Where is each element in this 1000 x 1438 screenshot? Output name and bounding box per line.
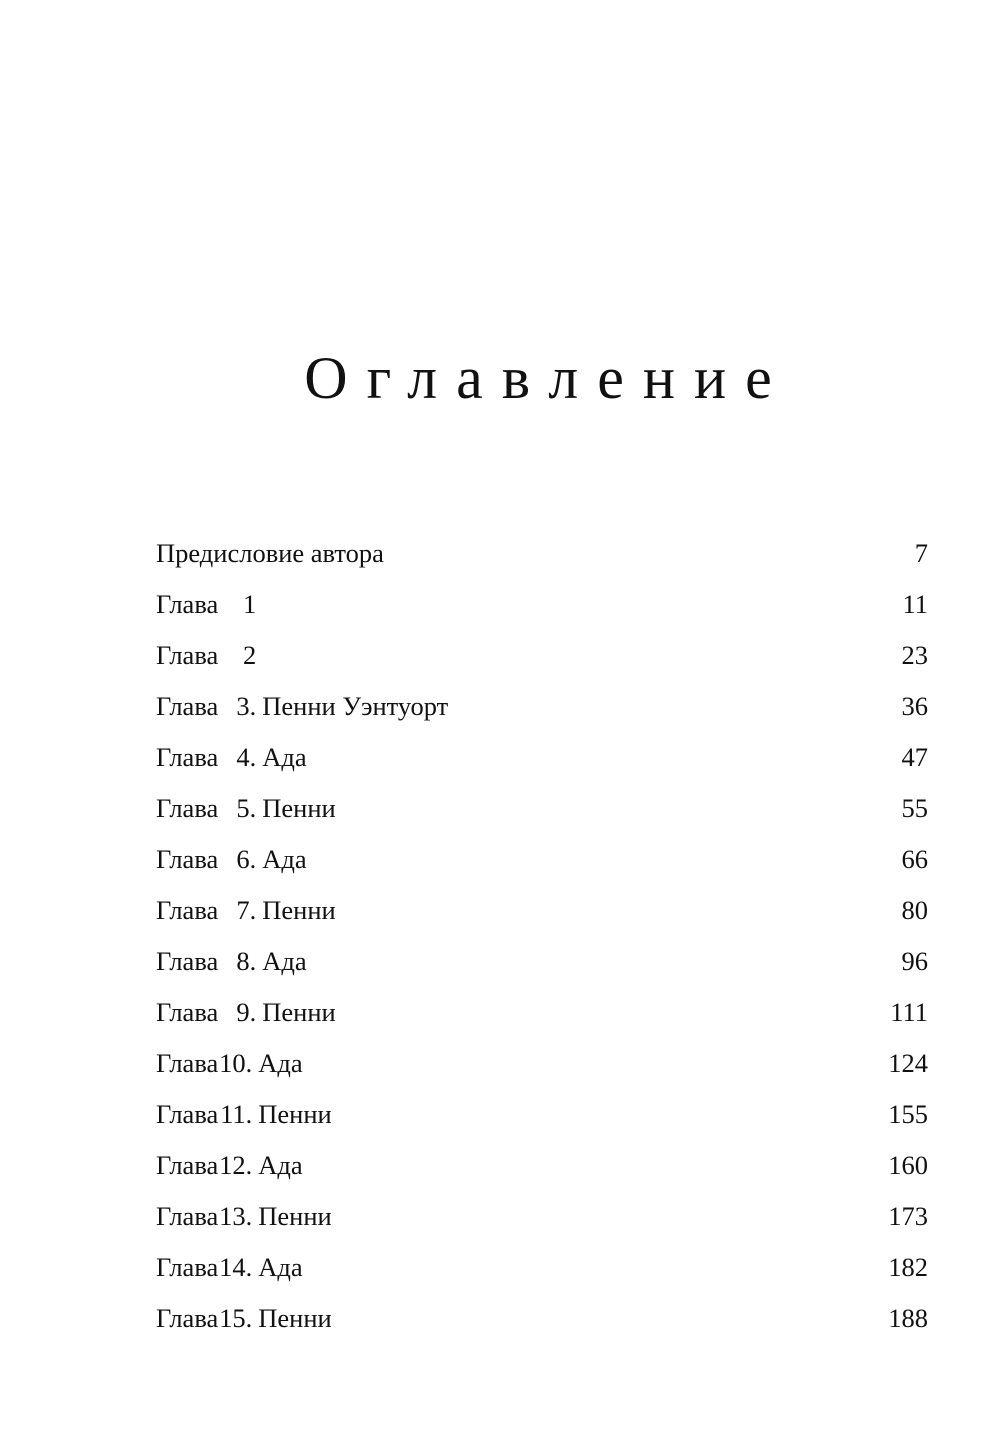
chapter-name: Пенни <box>262 793 336 823</box>
dot-leader <box>340 1317 881 1327</box>
dot-leader <box>344 909 894 919</box>
chapter-number: 7. <box>236 895 257 925</box>
chapter-number: 13. <box>219 1201 253 1231</box>
toc-entry-chapter[interactable] <box>156 992 928 1043</box>
chapter-name: Ада <box>258 1252 303 1282</box>
chapter-number: 15. <box>219 1303 253 1333</box>
toc-page-number: 124 <box>888 1048 928 1078</box>
chapter-word: Глава <box>156 640 219 670</box>
chapter-name: Ада <box>262 742 307 772</box>
toc-entry-label-group <box>156 584 256 624</box>
chapter-name: Пенни Уэнтуорт <box>262 691 449 721</box>
toc-entry-label-group <box>156 1043 303 1083</box>
chapter-name: Ада <box>258 1150 303 1180</box>
toc-page-number: 23 <box>901 640 928 670</box>
dot-leader <box>340 1113 881 1123</box>
toc-entry-chapter[interactable] <box>156 1094 928 1145</box>
toc-entry-label-group <box>156 1094 332 1134</box>
dot-leader <box>315 858 894 868</box>
chapter-list <box>156 584 928 1349</box>
chapter-word: Глава <box>156 742 219 772</box>
chapter-name: Пенни <box>262 895 336 925</box>
toc-page-number: 7 <box>914 538 928 568</box>
toc-page-number: 160 <box>888 1150 928 1180</box>
dot-leader <box>392 552 907 562</box>
chapter-word: Глава <box>156 844 219 874</box>
chapter-word: Глава <box>156 1201 219 1231</box>
dot-leader <box>311 1062 881 1072</box>
toc-entry-label: Предисловие автора <box>156 538 384 568</box>
dot-leader <box>264 654 893 664</box>
toc-entry-label-group <box>156 788 336 828</box>
toc-page-number: 173 <box>888 1201 928 1231</box>
dot-leader <box>315 960 894 970</box>
chapter-word: Глава <box>156 1150 219 1180</box>
toc-entry-chapter[interactable] <box>156 1196 928 1247</box>
dot-leader <box>311 1164 881 1174</box>
chapter-name: Ада <box>262 946 307 976</box>
toc-entry-chapter[interactable] <box>156 1145 928 1196</box>
chapter-number: 14. <box>219 1252 253 1282</box>
toc-page-number: 80 <box>901 895 928 925</box>
toc-page-number: 36 <box>901 691 928 721</box>
dot-leader <box>344 1011 883 1021</box>
chapter-number: 10. <box>219 1048 253 1078</box>
toc-page-number: 182 <box>888 1252 928 1282</box>
toc-entry-label-group <box>156 992 336 1032</box>
dot-leader <box>264 603 894 613</box>
chapter-number: 3. <box>236 691 257 721</box>
toc-entry-label-group <box>156 941 307 981</box>
chapter-number: 12. <box>219 1150 253 1180</box>
chapter-number: 1 <box>243 589 257 619</box>
toc-entry-preface[interactable] <box>156 533 928 584</box>
chapter-name: Пенни <box>258 1099 332 1129</box>
toc-page-number: 47 <box>901 742 928 772</box>
toc-entry-chapter[interactable] <box>156 686 928 737</box>
toc-entry-chapter[interactable] <box>156 890 928 941</box>
toc-entry-label-group <box>156 839 307 879</box>
toc-entry-chapter[interactable] <box>156 1247 928 1298</box>
chapter-name: Пенни <box>262 997 336 1027</box>
chapter-number: 4. <box>236 742 257 772</box>
table-of-contents <box>156 533 928 1349</box>
toc-entry-chapter[interactable] <box>156 839 928 890</box>
toc-entry-chapter[interactable] <box>156 584 928 635</box>
chapter-word: Глава <box>156 793 219 823</box>
toc-page-number: 66 <box>901 844 928 874</box>
chapter-word: Глава <box>156 997 219 1027</box>
chapter-word: Глава <box>156 589 219 619</box>
chapter-number: 6. <box>236 844 257 874</box>
toc-entry-label-group <box>156 737 307 777</box>
toc-entry-label-group <box>156 890 336 930</box>
toc-entry-label-group <box>156 1247 303 1287</box>
toc-entry-label-group <box>156 635 256 675</box>
chapter-word: Глава <box>156 895 219 925</box>
chapter-word: Глава <box>156 1303 219 1333</box>
dot-leader <box>340 1215 881 1225</box>
toc-entry-label-group <box>156 533 384 573</box>
toc-page-number: 11 <box>902 589 928 619</box>
toc-page-number: 155 <box>888 1099 928 1129</box>
toc-entry-chapter[interactable] <box>156 941 928 992</box>
toc-entry-label-group <box>156 1298 332 1338</box>
chapter-number: 11. <box>220 1099 253 1129</box>
chapter-number: 5. <box>236 793 257 823</box>
chapter-word: Глава <box>156 946 219 976</box>
chapter-number: 9. <box>236 997 257 1027</box>
chapter-word: Глава <box>156 1099 219 1129</box>
toc-page-number: 111 <box>890 997 928 1027</box>
toc-entry-chapter[interactable] <box>156 1043 928 1094</box>
toc-entry-chapter[interactable] <box>156 788 928 839</box>
toc-entry-chapter[interactable] <box>156 635 928 686</box>
dot-leader <box>344 807 894 817</box>
chapter-word: Глава <box>156 691 219 721</box>
chapter-name: Пенни <box>258 1303 332 1333</box>
toc-entry-label-group <box>156 1196 332 1236</box>
toc-page-number: 55 <box>901 793 928 823</box>
toc-entry-chapter[interactable] <box>156 1298 928 1349</box>
toc-entry-label-group <box>156 686 448 726</box>
chapter-name: Ада <box>258 1048 303 1078</box>
dot-leader <box>311 1266 881 1276</box>
chapter-word: Глава <box>156 1252 219 1282</box>
chapter-name: Пенни <box>258 1201 332 1231</box>
chapter-number: 8. <box>236 946 257 976</box>
toc-page-number: 96 <box>901 946 928 976</box>
page-title: Оглавление <box>304 345 791 411</box>
toc-entry-chapter[interactable] <box>156 737 928 788</box>
toc-entry-label-group <box>156 1145 303 1185</box>
dot-leader <box>315 756 894 766</box>
chapter-number: 2 <box>243 640 257 670</box>
dot-leader <box>456 705 893 715</box>
chapter-word: Глава <box>156 1048 219 1078</box>
toc-page-number: 188 <box>888 1303 928 1333</box>
chapter-name: Ада <box>262 844 307 874</box>
